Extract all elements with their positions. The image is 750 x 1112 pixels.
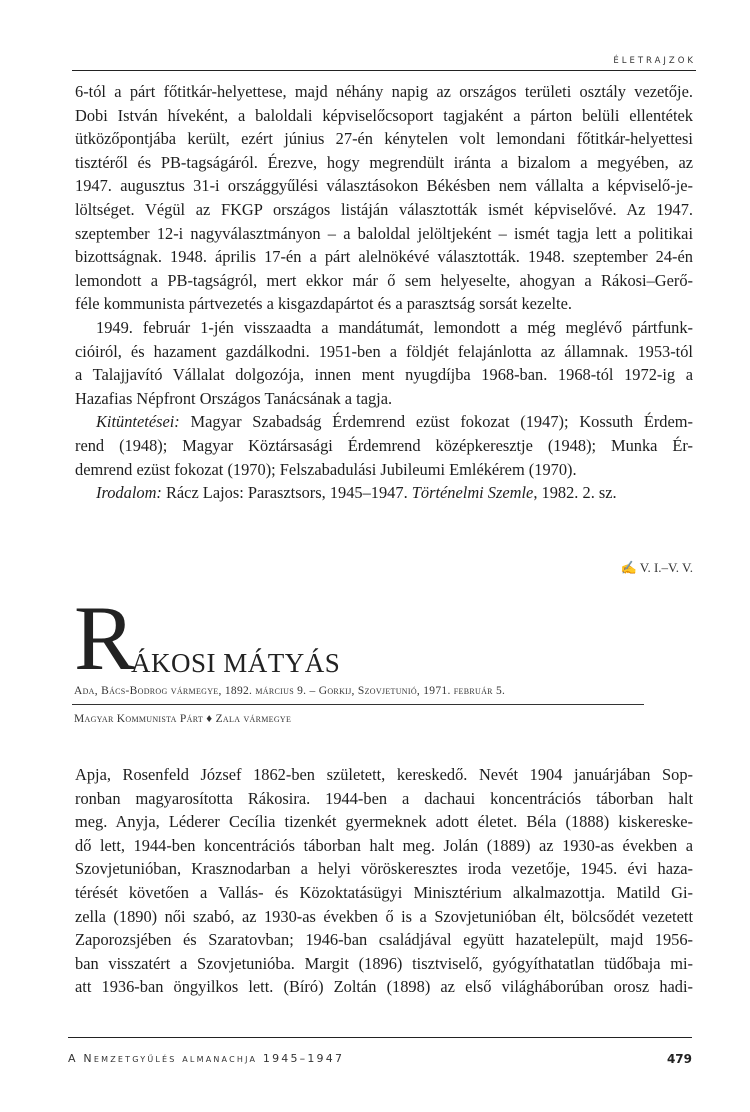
awards-line — [75, 410, 693, 434]
text-line: a Talajjavító Vállalat dolgozója, innen ment nyugdíjba 1968-ban. 1968-tól 1972-ig a — [75, 365, 693, 385]
text-line: Apja, Rosenfeld József 1862-ben született, kereskedő. Nevét 1904 januárjában Sop- — [75, 765, 693, 784]
text-line: meg. Anyja, Léderer Cecília tizenkét gyermeknek adott életet. Béla (1888) kiskereske- — [75, 812, 693, 832]
text-line: Dobi István híveként, a baloldali képviselőcsoport tagjaként a párton belüli ellentétek — [75, 105, 693, 125]
literature-text: Rácz Lajos: Parasztsors, 1945–1947. — [161, 483, 412, 503]
text-line: ban visszatért a Szovjetunióba. Margit (1896) tisztviselő, gyógyíthatatlan tüdőbaja mi- — [75, 953, 693, 973]
entry-county: Zala vármegye — [215, 713, 292, 725]
text-line: féle kommunista pártvezetés a kisgazdapártot és a parasztság sorsát kezelte. — [75, 294, 572, 314]
author-signature — [621, 560, 693, 576]
literature-label: Irodalom: — [96, 483, 162, 503]
entry-title: ÁKOSI MÁTYÁS — [131, 648, 341, 678]
entry-affiliation — [74, 713, 291, 725]
text-line: 6-tól a párt főtitkár-helyettese, majd néhány napig az országos területi osztály vezetője. — [75, 82, 693, 101]
text-line: demrend ezüst fokozat (1970); Felszabadulási Jubileumi Emlékérem (1970). — [75, 459, 577, 479]
text-line: ronban magyarosította Rákosira. 1944-ben a dachaui koncentrációs táborban halt — [75, 788, 693, 808]
signature-authors: V. I.–V. V. — [639, 560, 693, 575]
footer-book-title: A Nemzetgyűlés almanachja 1945–1947 — [68, 1052, 345, 1065]
running-head: ÉLETRAJZOK — [613, 56, 696, 66]
diamond-icon: ♦ — [206, 713, 213, 725]
text-line: cióiról, és hazament gazdálkodni. 1951-ben a földjét felajánlotta az államnak. 1953-tól — [75, 341, 693, 361]
awards-label: Kitüntetései: — [96, 412, 180, 432]
text-line: ütközőpontjába került, ezért június 27-én kénytelen volt lemondani főtitkár-helyettesi — [75, 129, 693, 149]
text-line: szeptember 12-i nagyválasztmányon – a baloldal jelöltjeként – ismét tagja lett a politikai — [75, 223, 693, 243]
text-line: zella (1890) női szabó, az 1930-as években ő is a Szovjetunióban élt, bölcsődét vezetett — [75, 906, 693, 926]
header-rule — [72, 70, 696, 71]
text-line: tisztéről és PB-tagságáról. Érezve, hogy megrendült iránta a bizalom a megyében, az — [75, 152, 693, 172]
writing-hand-icon: ✍ — [620, 560, 637, 575]
text-line: bizottságnak. 1948. április 17-én a párt alelnökévé választották. 1948. szeptember 24-én — [75, 247, 693, 267]
text-line: löltséget. Végül az FKGP országos listáján választották ismét képviselővé. Az 1947. — [75, 199, 693, 219]
entry-rule — [72, 704, 644, 705]
text-line: Zaporozsjében és Szaratovban; 1946-ban családjával együtt hazatelepült, majd 1956- — [75, 930, 693, 950]
text-line: dő lett, 1944-ben koncentrációs táborban halt meg. Jolán (1889) az 1930-as években a — [75, 835, 693, 855]
entry-body — [75, 763, 693, 999]
text-line: 1947. augusztus 31-i országgyűlési választásokon Békésben nem vállalta a képviselő-je- — [75, 176, 693, 196]
awards-text: Magyar Szabadság Érdemrend ezüst fokozat (1947); Kossuth Érdem- — [179, 412, 693, 432]
literature-text-after: , 1982. 2. sz. — [533, 483, 617, 503]
previous-entry-paragraph-1 — [75, 80, 693, 505]
entry-title-drop-cap: R — [74, 587, 136, 689]
entry-party: Magyar Kommunista Párt — [74, 713, 204, 725]
text-line: att 1936-ban öngyilkos lett. (Bíró) Zoltán (1898) az első világháborúban orosz hadi- — [75, 977, 693, 997]
text-line: 1949. február 1-jén visszaadta a mandátumát, lemondott a még meglévő pártfunk- — [96, 317, 693, 337]
text-line: rend (1948); Magyar Köztársasági Érdemrend középkeresztje (1948); Munka Ér- — [75, 435, 693, 455]
entry-birth-death: Ada, Bács-Bodrog vármegye, 1892. március 9. – Gorkij, Szovjetunió, 1971. február 5. — [74, 685, 506, 697]
text-line: lemondott a PB-tagságról, mert ekkor már ő sem helyeselte, ahogyan a Rákosi–Gerő- — [75, 270, 693, 290]
text-line: Szovjetunióban, Krasznodarban a helyi vöröskeresztes iroda vezetője, 1945. évi haza- — [75, 859, 693, 879]
footer-rule — [68, 1037, 692, 1038]
text-line: térését követően a Vallás- és Közoktatásügyi Minisztérium alkalmazottja. Matild Gi- — [75, 882, 693, 902]
literature-line — [75, 481, 693, 505]
text-line: Hazafias Népfront Országos Tanácsának a tagja. — [75, 388, 393, 408]
page-number: 479 — [666, 1052, 692, 1066]
literature-journal: Történelmi Szemle — [411, 483, 534, 503]
